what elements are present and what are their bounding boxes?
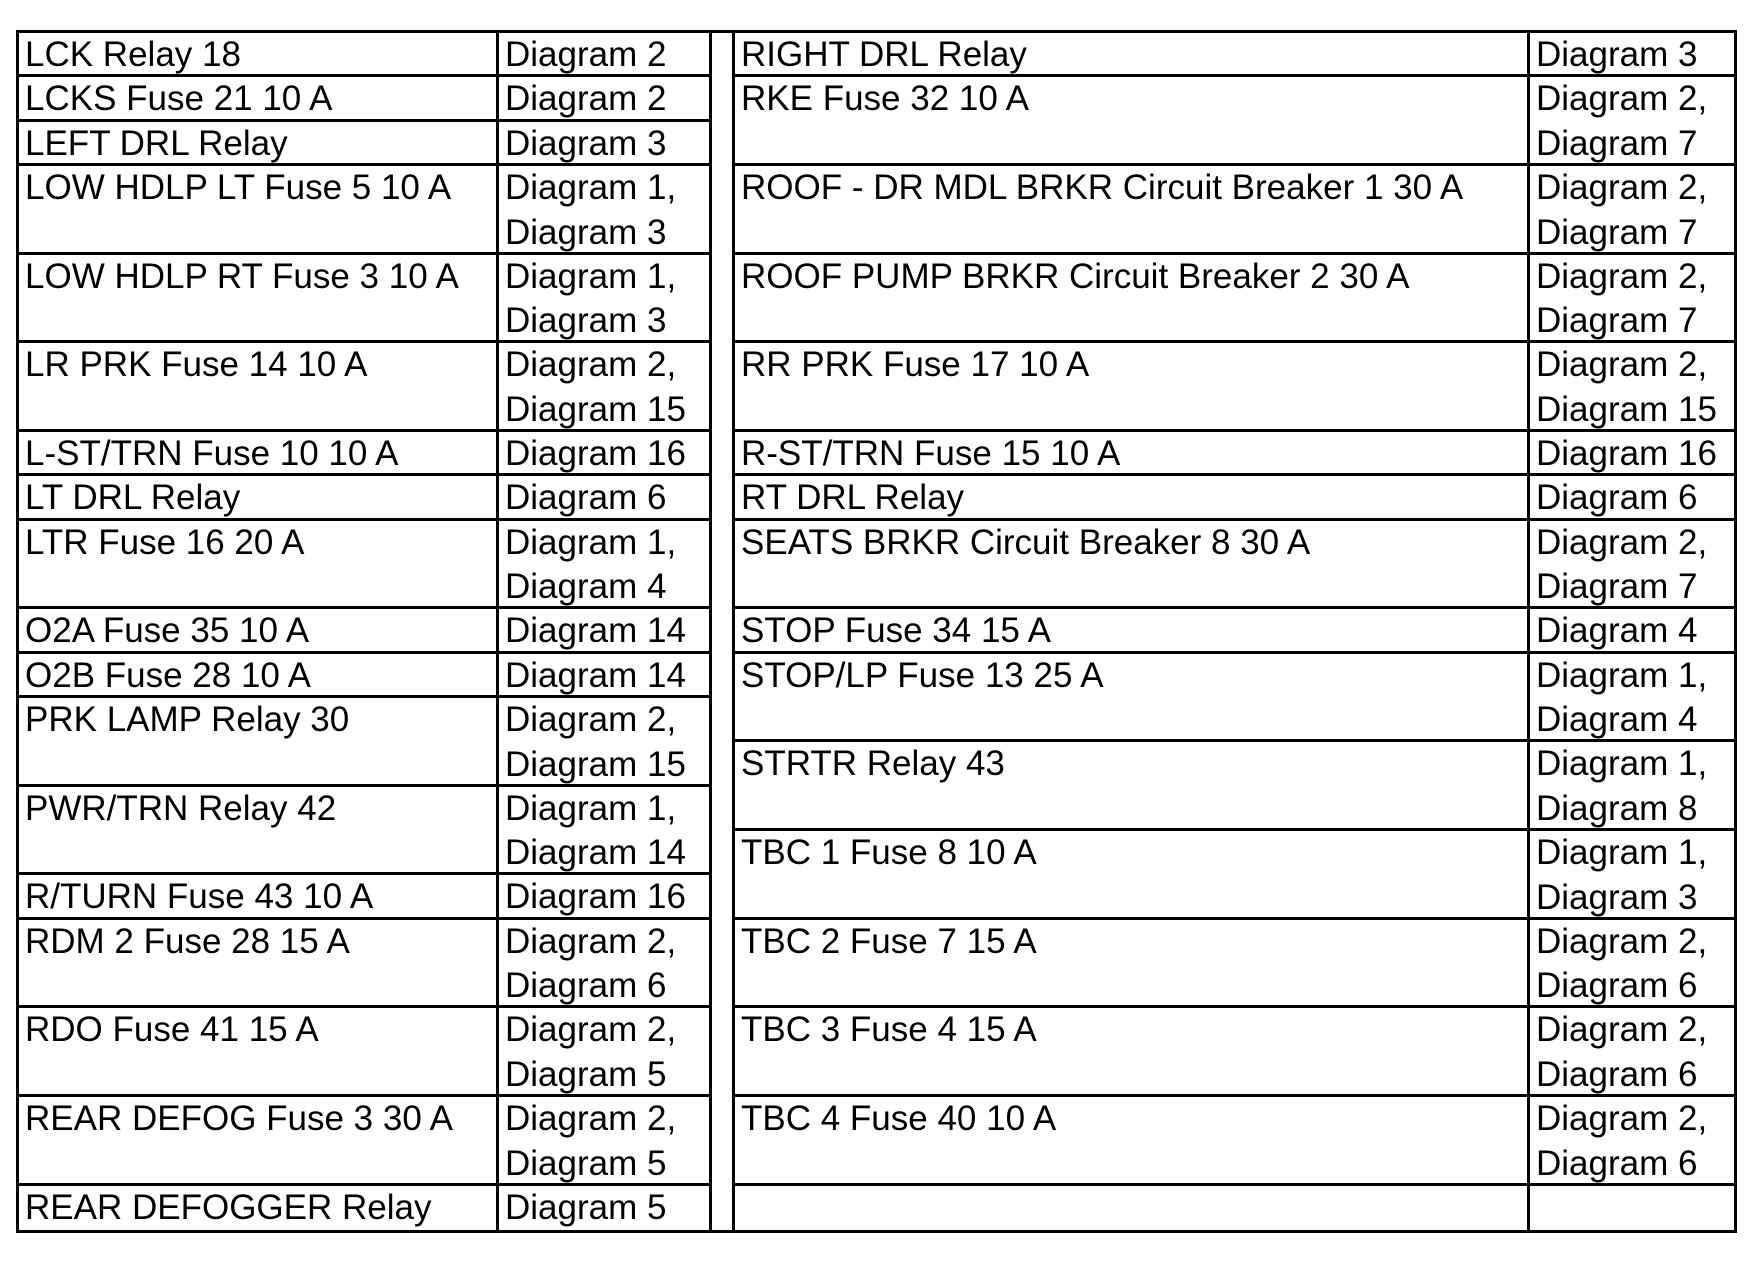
- component-name: TBC 4 Fuse 40 10 A: [735, 1097, 1530, 1183]
- diagram-reference: Diagram 1,: [505, 168, 677, 207]
- diagram-reference: Diagram 2,: [1536, 1010, 1708, 1050]
- component-index-table: [16, 30, 1737, 1233]
- component-name: RKE Fuse 32 10 A: [735, 77, 1530, 163]
- right-column-table: [735, 33, 1734, 1230]
- diagram-references: [499, 609, 709, 650]
- component-name: [735, 1186, 1530, 1230]
- diagram-reference: Diagram 16: [505, 877, 686, 917]
- diagram-reference: Diagram 2,: [1536, 79, 1708, 119]
- diagram-reference: Diagram 7: [1536, 301, 1698, 341]
- table-row: [19, 654, 709, 698]
- diagram-reference: Diagram 6: [505, 478, 667, 518]
- component-name: STRTR Relay 43: [735, 742, 1530, 828]
- diagram-reference: Diagram 2,: [1536, 345, 1708, 385]
- component-name: TBC 3 Fuse 4 15 A: [735, 1008, 1530, 1094]
- table-row: [735, 1186, 1734, 1230]
- diagram-reference: Diagram 2,: [1536, 921, 1708, 961]
- component-name: LTR Fuse 16 20 A: [19, 521, 499, 607]
- component-name: STOP Fuse 34 15 A: [735, 609, 1530, 650]
- diagram-reference: Diagram 2,: [1536, 1099, 1708, 1138]
- table-row: [735, 432, 1734, 476]
- component-name: LT DRL Relay: [19, 476, 499, 517]
- component-name: REAR DEFOGGER Relay: [19, 1186, 499, 1230]
- diagram-reference: Diagram 3: [1536, 35, 1698, 74]
- diagram-references: [1530, 476, 1734, 517]
- diagram-reference: Diagram 4: [1536, 700, 1698, 740]
- table-row: [735, 654, 1734, 743]
- component-name: ROOF - DR MDL BRKR Circuit Breaker 1 30 A: [735, 166, 1530, 252]
- table-row: [19, 609, 709, 653]
- diagram-reference: Diagram 2: [505, 79, 667, 119]
- diagram-reference: Diagram 3: [505, 123, 667, 163]
- diagram-reference: Diagram 4: [505, 567, 667, 607]
- component-name: SEATS BRKR Circuit Breaker 8 30 A: [735, 521, 1530, 607]
- component-name: RDM 2 Fuse 28 15 A: [19, 920, 499, 1006]
- diagram-references: [499, 920, 709, 1006]
- diagram-reference: Diagram 14: [505, 611, 686, 651]
- diagram-references: [499, 343, 709, 429]
- component-name: TBC 2 Fuse 7 15 A: [735, 920, 1530, 1006]
- diagram-reference: Diagram 1,: [1536, 833, 1708, 872]
- diagram-reference: Diagram 4: [1536, 611, 1698, 651]
- component-name: RT DRL Relay: [735, 476, 1530, 517]
- component-name: O2A Fuse 35 10 A: [19, 609, 499, 650]
- component-name: RR PRK Fuse 17 10 A: [735, 343, 1530, 429]
- table-row: [19, 122, 709, 166]
- diagram-references: [499, 875, 709, 916]
- table-row: [19, 521, 709, 610]
- diagram-reference: Diagram 6: [505, 966, 667, 1006]
- diagram-reference: Diagram 15: [505, 389, 686, 429]
- diagram-references: [499, 476, 709, 517]
- component-name: TBC 1 Fuse 8 10 A: [735, 831, 1530, 917]
- diagram-reference: Diagram 3: [505, 301, 667, 341]
- diagram-reference: Diagram 14: [505, 655, 686, 695]
- diagram-references: [499, 654, 709, 695]
- diagram-reference: Diagram 6: [1536, 966, 1698, 1006]
- table-row: [735, 609, 1734, 653]
- diagram-reference: Diagram 2,: [1536, 522, 1708, 562]
- diagram-reference: Diagram 2: [505, 35, 667, 74]
- diagram-references: [1530, 920, 1734, 1006]
- table-row: [19, 1097, 709, 1186]
- diagram-reference: Diagram 2,: [505, 1010, 677, 1050]
- diagram-reference: Diagram 7: [1536, 567, 1698, 607]
- diagram-references: [499, 33, 709, 74]
- diagram-reference: Diagram 2,: [1536, 168, 1708, 207]
- diagram-reference: Diagram 6: [1536, 1054, 1698, 1094]
- diagram-references: [1530, 521, 1734, 607]
- table-row: [735, 521, 1734, 610]
- diagram-references: [1530, 432, 1734, 473]
- component-name: LCKS Fuse 21 10 A: [19, 77, 499, 118]
- table-row: [735, 33, 1734, 77]
- table-row: [735, 742, 1734, 831]
- table-row: [19, 787, 709, 876]
- table-row: [19, 432, 709, 476]
- diagram-references: [1530, 742, 1734, 828]
- diagram-references: [499, 1097, 709, 1183]
- component-name: LOW HDLP RT Fuse 3 10 A: [19, 255, 499, 341]
- diagram-references: [1530, 1097, 1734, 1183]
- diagram-references: [499, 1008, 709, 1094]
- component-name: LOW HDLP LT Fuse 5 10 A: [19, 166, 499, 252]
- diagram-reference: Diagram 5: [505, 1187, 667, 1227]
- diagram-reference: Diagram 1,: [505, 788, 677, 828]
- diagram-reference: Diagram 2,: [505, 1099, 677, 1138]
- table-row: [735, 920, 1734, 1009]
- left-column-table: [19, 33, 712, 1230]
- component-name: PWR/TRN Relay 42: [19, 787, 499, 873]
- diagram-reference: Diagram 8: [1536, 788, 1698, 828]
- table-row: [19, 343, 709, 432]
- component-name: STOP/LP Fuse 13 25 A: [735, 654, 1530, 740]
- component-name: REAR DEFOG Fuse 3 30 A: [19, 1097, 499, 1183]
- table-row: [735, 1097, 1734, 1186]
- table-row: [735, 77, 1734, 166]
- diagram-reference: Diagram 15: [1536, 389, 1717, 429]
- diagram-reference: Diagram 3: [1536, 877, 1698, 917]
- diagram-references: [1530, 609, 1734, 650]
- table-row: [19, 875, 709, 919]
- component-name: O2B Fuse 28 10 A: [19, 654, 499, 695]
- diagram-reference: Diagram 7: [1536, 212, 1698, 252]
- diagram-reference: Diagram 1,: [505, 522, 677, 562]
- diagram-reference: Diagram 3: [505, 212, 667, 252]
- diagram-reference: Diagram 1,: [1536, 655, 1708, 695]
- diagram-reference: Diagram 2,: [505, 345, 677, 385]
- column-gap: [712, 33, 735, 1230]
- table-row: [19, 255, 709, 344]
- table-row: [735, 343, 1734, 432]
- diagram-references: [499, 1186, 709, 1230]
- table-row: [19, 1008, 709, 1097]
- diagram-references: [1530, 1186, 1734, 1230]
- diagram-references: [1530, 343, 1734, 429]
- diagram-reference: Diagram 7: [1536, 123, 1698, 163]
- table-row: [19, 33, 709, 77]
- component-name: LCK Relay 18: [19, 33, 499, 74]
- table-row: [19, 698, 709, 787]
- component-name: R/TURN Fuse 43 10 A: [19, 875, 499, 916]
- table-row: [735, 1008, 1734, 1097]
- table-row: [735, 831, 1734, 920]
- diagram-references: [499, 432, 709, 473]
- diagram-reference: Diagram 5: [505, 1054, 667, 1094]
- diagram-reference: Diagram 2,: [1536, 256, 1708, 296]
- component-name: L-ST/TRN Fuse 10 10 A: [19, 432, 499, 473]
- component-name: R-ST/TRN Fuse 15 10 A: [735, 432, 1530, 473]
- component-name: RIGHT DRL Relay: [735, 33, 1530, 74]
- diagram-references: [499, 255, 709, 341]
- component-name: LEFT DRL Relay: [19, 122, 499, 163]
- diagram-references: [1530, 255, 1734, 341]
- component-name: PRK LAMP Relay 30: [19, 698, 499, 784]
- diagram-references: [499, 77, 709, 118]
- table-row: [735, 255, 1734, 344]
- diagram-references: [1530, 1008, 1734, 1094]
- diagram-references: [499, 166, 709, 252]
- diagram-reference: Diagram 5: [505, 1143, 667, 1183]
- table-row: [19, 1186, 709, 1230]
- component-name: LR PRK Fuse 14 10 A: [19, 343, 499, 429]
- diagram-references: [1530, 33, 1734, 74]
- table-row: [19, 920, 709, 1009]
- diagram-references: [1530, 77, 1734, 163]
- table-row: [19, 166, 709, 255]
- diagram-reference: Diagram 1,: [1536, 744, 1708, 784]
- table-row: [19, 77, 709, 121]
- component-name: ROOF PUMP BRKR Circuit Breaker 2 30 A: [735, 255, 1530, 341]
- diagram-references: [499, 521, 709, 607]
- diagram-references: [1530, 654, 1734, 740]
- diagram-reference: Diagram 15: [505, 744, 686, 784]
- diagram-reference: Diagram 2,: [505, 700, 677, 739]
- diagram-reference: Diagram 16: [1536, 434, 1717, 473]
- table-row: [735, 476, 1734, 520]
- component-name: RDO Fuse 41 15 A: [19, 1008, 499, 1094]
- diagram-references: [499, 787, 709, 873]
- diagram-reference: Diagram 16: [505, 434, 686, 473]
- table-row: [19, 476, 709, 520]
- table-row: [735, 166, 1734, 255]
- diagram-references: [1530, 166, 1734, 252]
- diagram-reference: Diagram 1,: [505, 256, 677, 296]
- diagram-references: [499, 122, 709, 163]
- diagram-reference: Diagram 2,: [505, 921, 677, 961]
- diagram-references: [499, 698, 709, 784]
- diagram-reference: Diagram 6: [1536, 1143, 1698, 1183]
- diagram-references: [1530, 831, 1734, 917]
- diagram-reference: Diagram 6: [1536, 478, 1698, 518]
- diagram-reference: Diagram 14: [505, 833, 686, 873]
